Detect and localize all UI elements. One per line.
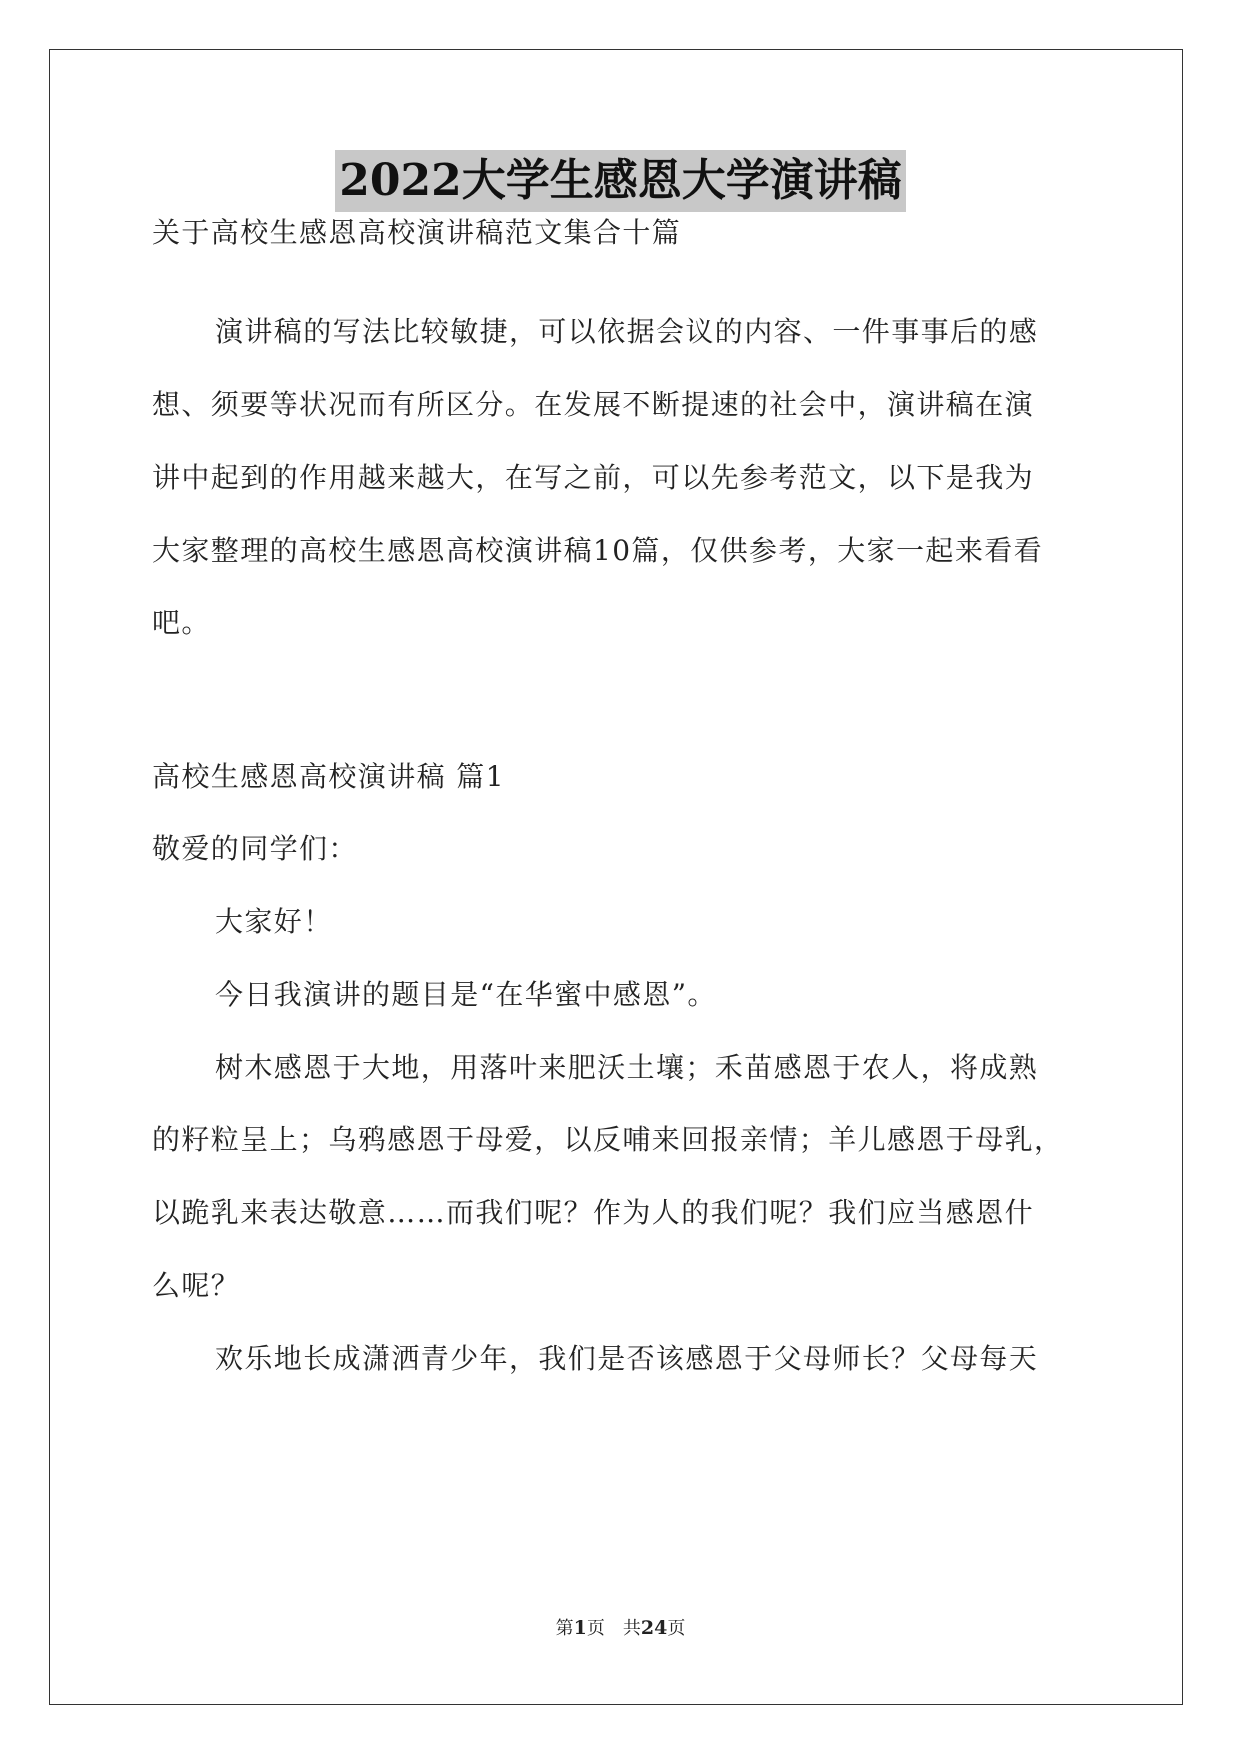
title-container	[0, 150, 1241, 212]
footer-prefix: 第	[555, 1618, 574, 1639]
paragraph-line: 么呢？	[152, 1269, 241, 1302]
document-title: 2022大学生感恩大学演讲稿	[335, 150, 905, 212]
subtitle: 关于高校生感恩高校演讲稿范文集合十篇	[152, 216, 682, 249]
topic-line: 今日我演讲的题目是“在华蜜中感恩”。	[215, 978, 717, 1011]
intro-line: 演讲稿的写法比较敏捷，可以依据会议的内容、一件事事后的感	[215, 315, 1039, 348]
page-footer	[0, 1614, 1241, 1640]
greeting: 大家好！	[215, 905, 333, 938]
footer-suffix: 页	[667, 1618, 686, 1639]
intro-line: 吧。	[152, 606, 211, 639]
footer-mid: 页 共	[586, 1618, 641, 1639]
intro-line: 想、须要等状况而有所区分。在发展不断提速的社会中，演讲稿在演	[152, 388, 1035, 421]
intro-line: 讲中起到的作用越来越大，在写之前，可以先参考范文，以下是我为	[152, 461, 1035, 494]
intro-line: 大家整理的高校生感恩高校演讲稿10篇，仅供参考，大家一起来看看	[152, 534, 1044, 567]
paragraph-line: 欢乐地长成潇洒青少年，我们是否该感恩于父母师长？父母每天	[215, 1342, 1039, 1375]
paragraph-line: 以跪乳来表达敬意……而我们呢？作为人的我们呢？我们应当感恩什	[152, 1196, 1035, 1229]
salutation: 敬爱的同学们：	[152, 832, 358, 865]
footer-page-number: 1	[573, 1617, 587, 1639]
page-border	[49, 49, 1183, 1705]
section-heading: 高校生感恩高校演讲稿 篇1	[152, 760, 505, 793]
paragraph-line: 的籽粒呈上；乌鸦感恩于母爱，以反哺来回报亲情；羊儿感恩于母乳，	[152, 1123, 1064, 1156]
footer-total-pages: 24	[640, 1617, 668, 1639]
paragraph-line: 树木感恩于大地，用落叶来肥沃土壤；禾苗感恩于农人，将成熟	[215, 1051, 1039, 1084]
